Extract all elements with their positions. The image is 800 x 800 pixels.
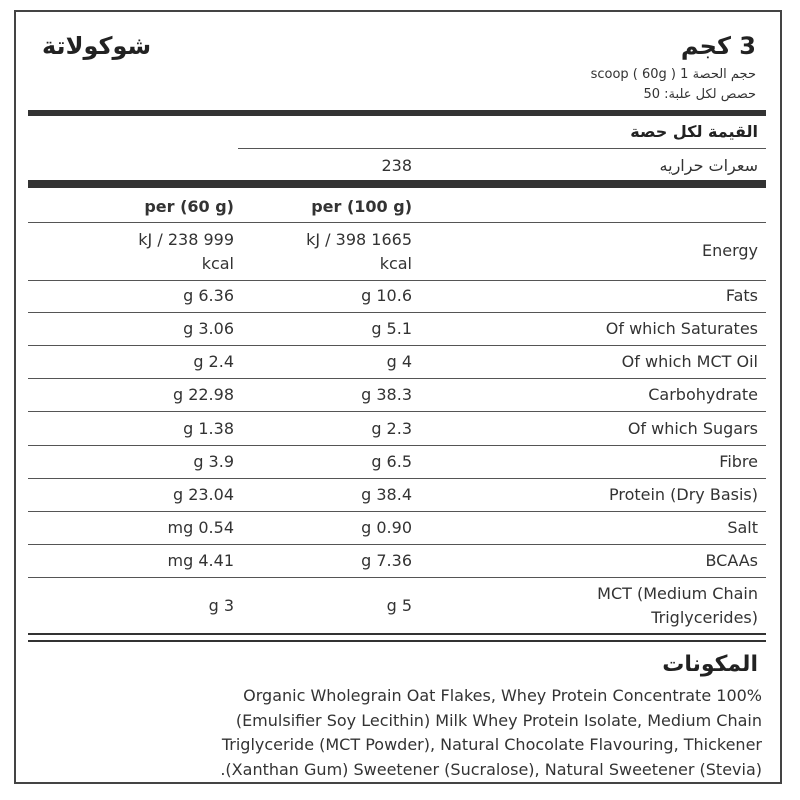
bcaas-per100: g 7.36	[361, 551, 412, 570]
fats-label: Fats	[725, 286, 758, 305]
divider-row	[28, 345, 766, 346]
mct-per60: g 3	[208, 596, 234, 615]
calories-label: سعرات حراريه	[659, 156, 758, 175]
bcaas-label: BCAAs	[705, 551, 758, 570]
ingredients-heading: المكونات	[662, 652, 758, 677]
fats-per60: g 6.36	[183, 286, 234, 305]
mct-oil-label: Of which MCT Oil	[621, 352, 758, 371]
product-weight: 3 كجم	[680, 32, 756, 60]
salt-label: Salt	[727, 518, 758, 537]
ingredients-line: Triglyceride (MCT Powder), Natural Chocolate Flavouring, Thickener	[221, 735, 762, 754]
divider-row	[28, 511, 766, 512]
thick-divider-top	[28, 110, 766, 116]
divider-row	[28, 280, 766, 281]
ingredients-line: Organic Wholegrain Oat Flakes, Whey Protein Concentrate 100%	[243, 686, 762, 705]
fibre-label: Fibre	[719, 452, 758, 471]
flavor-name: شوكولاتة	[42, 32, 152, 60]
saturates-label: Of which Saturates	[605, 319, 758, 338]
double-divider-bottom	[28, 640, 766, 642]
col-header-100g: per (100 g)	[311, 197, 412, 216]
ingredients-line: .(Xanthan Gum) Sweetener (Sucralose), Natural Sweetener (Stevia)	[220, 759, 762, 779]
fibre-per100: g 6.5	[371, 452, 412, 471]
divider-row	[28, 544, 766, 545]
divider-calories	[238, 148, 766, 149]
mct-label-line2: Triglycerides)	[651, 608, 758, 627]
saturates-per60: g 3.06	[183, 319, 234, 338]
salt-per60: mg 0.54	[167, 518, 234, 537]
protein-per60: g 23.04	[172, 485, 234, 504]
sugars-label: Of which Sugars	[627, 419, 758, 438]
divider-row	[28, 312, 766, 313]
per-serving-heading: القيمة لكل حصة	[630, 122, 758, 141]
energy-per60-kj: kJ / 238 999	[138, 230, 234, 249]
sugars-per100: g 2.3	[371, 419, 412, 438]
carbohydrate-per60: g 22.98	[172, 385, 234, 404]
ingredients-text	[40, 684, 762, 782]
mct-label-line1: MCT (Medium Chain	[597, 584, 758, 603]
col-header-60g: per (60 g)	[144, 197, 234, 216]
divider-row	[28, 445, 766, 446]
salt-per100: g 0.90	[361, 518, 412, 537]
divider-row	[28, 411, 766, 412]
ingredients-line: (Emulsifier Soy Lecithin) Milk Whey Protein Isolate, Medium Chain	[235, 710, 762, 730]
double-divider-top	[28, 633, 766, 635]
energy-per60-kcal: kcal	[201, 254, 234, 273]
thick-divider-mid	[28, 180, 766, 188]
fibre-per60: g 3.9	[193, 452, 234, 471]
divider-row	[28, 378, 766, 379]
bcaas-per60: mg 4.41	[167, 551, 234, 570]
divider-row	[28, 478, 766, 479]
saturates-per100: g 5.1	[371, 319, 412, 338]
energy-label: Energy	[701, 241, 758, 260]
mct-oil-per60: g 2.4	[193, 352, 234, 371]
calories-value: 238	[381, 156, 412, 175]
divider-header	[28, 222, 766, 223]
energy-per100-kcal: kcal	[379, 254, 412, 273]
protein-label: Protein (Dry Basis)	[608, 485, 758, 504]
mct-oil-per100: g 4	[386, 352, 412, 371]
carbohydrate-label: Carbohydrate	[648, 385, 758, 404]
sugars-per60: g 1.38	[183, 419, 234, 438]
mct-per100: g 5	[386, 596, 412, 615]
protein-per100: g 38.4	[361, 485, 412, 504]
serving-size: حجم الحصة 1 scoop ( 60g )	[590, 67, 756, 82]
carbohydrate-per100: g 38.3	[361, 385, 412, 404]
divider-row	[28, 577, 766, 578]
servings-per-container: حصص لكل علبة: 50	[643, 87, 756, 102]
fats-per100: g 10.6	[361, 286, 412, 305]
energy-per100-kj: kJ / 398 1665	[306, 230, 412, 249]
